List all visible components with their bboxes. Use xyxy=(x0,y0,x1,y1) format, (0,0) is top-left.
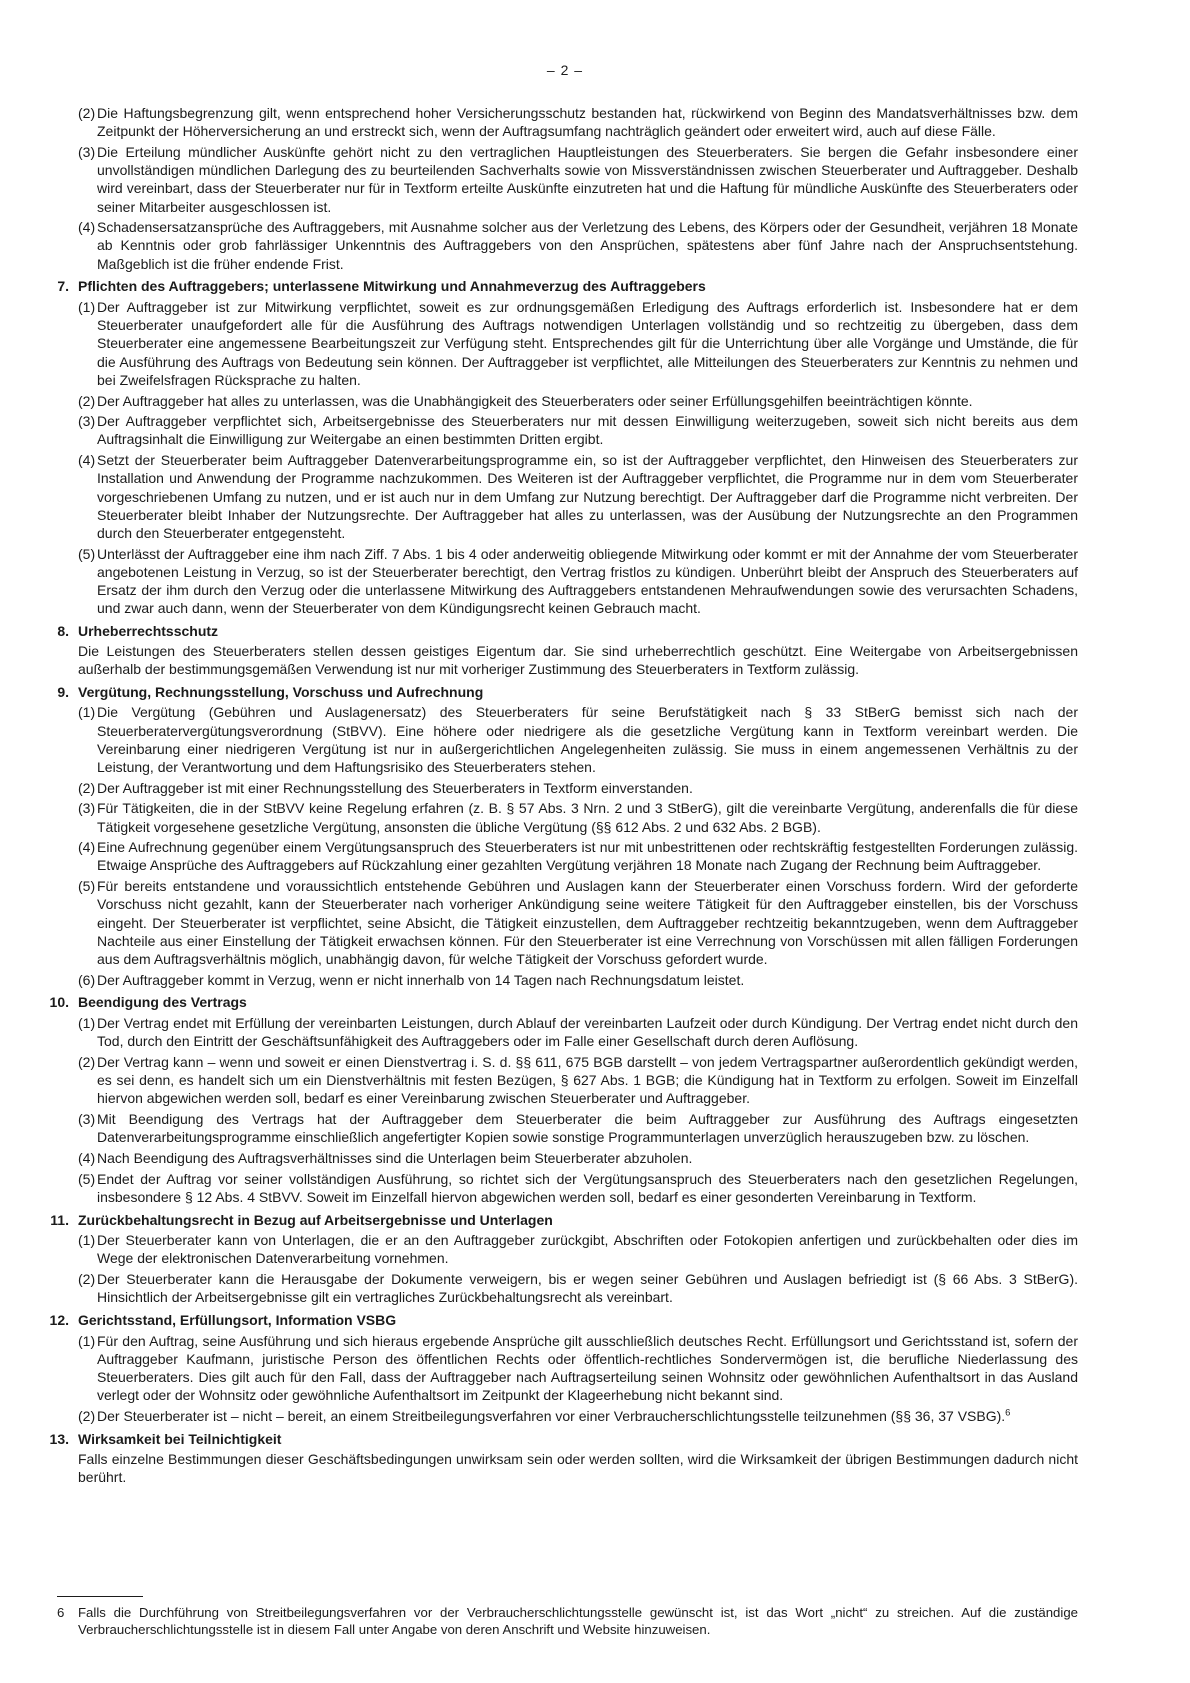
section-number: 13. xyxy=(49,1430,69,1447)
section-body-text: Die Leistungen des Steuerberaters stellen dessen geistiges Eigentum dar. Sie sind urheberrechtlich geschützt. Eine Weitergabe von Arbeitsergebnissen außerhalb der bestimmungsgemäßen Verwendung ist nur mit vorheriger Zustimmung des Steuerberaters in Textform zulässig. xyxy=(78,642,1078,677)
paragraph xyxy=(78,392,1078,410)
footnote xyxy=(57,1604,1078,1639)
paragraph xyxy=(78,1231,1078,1267)
paragraph xyxy=(78,1053,1078,1108)
section-heading xyxy=(57,683,1078,701)
footnote-text: Falls die Durchführung von Streitbeilegungsverfahren vor der Verbraucherschlichtungsstelle gewünscht ist, ist das Wort „nicht“ zu streichen. Auf die zuständige Verbraucherschlichtungsstelle ist in diesem Fall unter Angabe von deren Anschrift und Website hinzuweisen. xyxy=(78,1605,1078,1638)
section-number: 8. xyxy=(57,622,69,639)
paragraph-text: Der Steuerberater kann die Herausgabe der Dokumente verweigern, bis er wegen seiner Gebühren und Auslagen befriedigt ist (§ 66 Abs. 3 StBerG). Hinsichtlich der Arbeitsergebnisse gilt ein vertragliches Zurückbehaltungsrecht als vereinbart. xyxy=(97,1271,1078,1306)
section-7 xyxy=(57,277,1078,617)
paragraph xyxy=(78,1332,1078,1405)
paragraph-text: Die Vergütung (Gebühren und Auslagenersatz) des Steuerberaters für seine Berufstätigkeit nach § 33 StBerG bemisst sich nach der Steuerberatervergütungsverordnung (StBVV). Eine höhere oder niedrigere als die gesetzliche Vergütung kann in Textform vereinbart werden. Die Vereinbarung einer niedrigeren Vergütung ist nur in außergerichtlichen Angelegenheiten zulässig. Sie muss in einem angemessenen Verhältnis zu der Leistung, der Verantwortung und dem Haftungsrisiko des Steuerberaters stehen. xyxy=(97,704,1078,775)
paragraph-marker: (2) xyxy=(78,1271,96,1288)
section-heading xyxy=(50,1211,1078,1229)
section-title: Pflichten des Auftraggebers; unterlassene Mitwirkung und Annahmeverzug des Auftraggebers xyxy=(78,278,706,295)
paragraph-text: Der Vertrag endet mit Erfüllung der vereinbarten Leistungen, durch Ablauf der vereinbarten Laufzeit oder durch Kündigung. Der Vertrag endet nicht durch den Tod, durch den Eintritt der Geschäftsunfähigkeit des Auftraggebers oder im Falle einer Gesellschaft durch deren Auflösung. xyxy=(97,1015,1078,1050)
paragraph-marker: (4) xyxy=(78,219,96,236)
document-body xyxy=(49,104,1078,1486)
section-title: Zurückbehaltungsrecht in Bezug auf Arbeitsergebnisse und Unterlagen xyxy=(78,1211,553,1228)
paragraph-marker: (2) xyxy=(78,1408,96,1425)
paragraph-marker: (3) xyxy=(78,413,96,430)
paragraph xyxy=(78,1149,1078,1167)
paragraph xyxy=(78,451,1078,542)
paragraph-text: Endet der Auftrag vor seiner vollständigen Ausführung, so richtet sich der Vergütungsanspruch des Steuerberaters nach den gesetzlichen Regelungen, insbesondere § 12 Abs. 4 StBVV. Soweit im Einzelfall hiervon abgewichen werden soll, bedarf es einer gesonderten Vereinbarung in Textform. xyxy=(97,1170,1078,1205)
paragraph-text: Nach Beendigung des Auftragsverhältnisses sind die Unterlagen beim Steuerberater abzuholen. xyxy=(97,1149,693,1166)
section-heading xyxy=(57,277,1078,295)
paragraph-text: Der Steuerberater kann von Unterlagen, die er an den Auftraggeber zurückgibt, Abschriften oder Fotokopien anfertigen und zurückbehalten oder dies im Wege der elektronischen Datenverarbeitung vornehmen. xyxy=(97,1232,1078,1267)
paragraph-marker: (2) xyxy=(78,105,96,121)
section-10 xyxy=(49,993,1078,1206)
paragraph-text: Der Auftraggeber ist mit einer Rechnungsstellung des Steuerberaters in Textform einverstanden. xyxy=(97,779,693,796)
paragraph-marker: (2) xyxy=(78,1053,96,1070)
section-9 xyxy=(57,683,1078,989)
paragraph-marker: (2) xyxy=(78,779,96,796)
paragraph-text: Setzt der Steuerberater beim Auftraggeber Datenverarbeitungsprogramme ein, so ist der Auftraggeber verpflichtet, den Hinweisen des Steuerberaters zur Installation und Anwendung der Programme nachzukommen. Des Weiteren ist der Auftraggeber verpflichtet, die Programme nur in dem vom Steuerberater vorgeschriebenen Umfang zu nutzen, und er ist auch nur in dem Umfang zur Nutzung berechtigt. Der Auftraggeber darf die Programme nicht verbreiten. Der Steuerberater bleibt Inhaber der Nutzungsrechte. Der Auftraggeber hat alles zu unterlassen, was der Ausübung der Nutzungsrechte an den Programmen durch den Steuerberater entgegensteht. xyxy=(97,452,1078,541)
paragraph-text: Der Vertrag kann – wenn und soweit er einen Dienstvertrag i. S. d. §§ 611, 675 BGB darstellt – von jedem Vertragspartner außerordentlich gekündigt werden, es sei denn, es handelt sich um ein Dienstverhältnis mit festen Bezügen, § 627 Abs. 1 BGB; die Kündigung hat in Textform zu erfolgen. Soweit im Einzelfall hiervon abgewichen werden soll, bedarf es einer Vereinbarung zwischen Steuerberater und Auftraggeber. xyxy=(97,1053,1078,1107)
paragraph-marker: (6) xyxy=(78,971,96,988)
paragraph xyxy=(78,799,1078,835)
paragraph xyxy=(78,412,1078,448)
paragraph-marker: (4) xyxy=(78,1149,96,1166)
section-title: Wirksamkeit bei Teilnichtigkeit xyxy=(78,1430,282,1447)
section-8 xyxy=(57,622,1078,678)
paragraph xyxy=(78,298,1078,389)
footnote-area xyxy=(57,1596,1078,1639)
paragraph-marker: (2) xyxy=(78,392,96,409)
section-13 xyxy=(49,1430,1078,1486)
section-number: 7. xyxy=(57,278,69,295)
section-11 xyxy=(50,1211,1078,1307)
paragraph xyxy=(78,838,1078,874)
footnote-rule xyxy=(57,1596,143,1597)
paragraph xyxy=(78,1170,1078,1206)
paragraph-marker: (4) xyxy=(78,839,96,856)
section-heading xyxy=(49,1430,1078,1448)
section-number: 11. xyxy=(50,1211,69,1228)
paragraph-marker: (1) xyxy=(78,1015,96,1032)
paragraph xyxy=(78,971,1078,989)
section-number: 12. xyxy=(49,1312,69,1329)
paragraph-marker: (4) xyxy=(78,452,96,469)
paragraph xyxy=(78,143,1078,216)
section-title: Beendigung des Vertrags xyxy=(78,994,247,1011)
paragraph xyxy=(78,1110,1078,1146)
paragraph-text: Der Auftraggeber hat alles zu unterlassen, was die Unabhängigkeit des Steuerberaters oder seiner Erfüllungsgehilfen beeinträchtigen könnte. xyxy=(97,392,973,409)
paragraph xyxy=(78,877,1078,968)
section-heading xyxy=(49,1311,1078,1329)
section-number: 9. xyxy=(57,683,69,700)
section-body-text: Falls einzelne Bestimmungen dieser Geschäftsbedingungen unwirksam sein oder werden sollten, wird die Wirksamkeit der übrigen Bestimmungen dadurch nicht berührt. xyxy=(78,1450,1078,1485)
paragraph xyxy=(78,104,1078,140)
paragraph-marker: (1) xyxy=(78,704,96,721)
section-number: 10. xyxy=(49,994,69,1011)
footnote-marker: 6 xyxy=(57,1605,65,1620)
paragraph-marker: (3) xyxy=(78,800,96,817)
paragraph-marker: (3) xyxy=(78,143,96,160)
section-12 xyxy=(49,1311,1078,1425)
section-title: Gerichtsstand, Erfüllungsort, Information VSBG xyxy=(78,1312,397,1329)
paragraph-text: Mit Beendigung des Vertrags hat der Auftraggeber dem Steuerberater die beim Auftraggeber zur Ausführung des Auftrags eingesetzten Datenverarbeitungsprogramme einschließlich angefertigter Kopien sowie sonstige Programmunterlagen unverzüglich herauszugeben bzw. zu löschen. xyxy=(97,1111,1078,1146)
paragraph-text: Schadensersatzansprüche des Auftraggebers, mit Ausnahme solcher aus der Verletzung des Lebens, des Körpers oder der Gesundheit, verjähren 18 Monate ab Kenntnis oder grob fahrlässiger Unkenntnis des Auftraggebers von den Ansprüchen, spätestens aber fünf Jahre nach der Anspruchsentstehung. Maßgeblich ist die früher endende Frist. xyxy=(97,219,1078,272)
paragraph-text: Der Auftraggeber verpflichtet sich, Arbeitsergebnisse des Steuerberaters nur mit dessen Einwilligung weiterzugeben, soweit sich nicht bereits aus dem Auftragsinhalt die Einwilligung zur Weitergabe an einen bestimmten Dritten ergibt. xyxy=(97,413,1078,448)
paragraph-marker: (5) xyxy=(78,545,96,562)
paragraph-text-content: Der Steuerberater ist – nicht – bereit, an einem Streitbeilegungsverfahren vor einer Verbraucherschlichtungsstelle teilzunehmen (§§ 36, 37 VSBG). xyxy=(97,1408,1006,1425)
paragraph xyxy=(78,218,1078,273)
paragraph-marker: (1) xyxy=(78,299,96,316)
paragraph-text: Für Tätigkeiten, die in der StBVV keine Regelung erfahren (z. B. § 57 Abs. 3 Nrn. 2 und 3 StBerG), gilt die vereinbarte Vergütung, anderenfalls die für diese Tätigkeit vorgesehene gesetzliche Vergütung, ansonsten die übliche Vergütung (§§ 612 Abs. 2 und 632 Abs. 2 BGB). xyxy=(97,800,1078,835)
paragraph-text: Die Haftungsbegrenzung gilt, wenn entsprechend hoher Versicherungsschutz bestanden hat, rückwirkend von Beginn des Mandatsverhältnisses bzw. dem Zeitpunkt der Höherversicherung an und erstreckt sich, wenn der Auftragsumfang nachträglich geändert oder erweitert wird, auch auf diese Fälle. xyxy=(97,105,1078,140)
paragraph-marker: (5) xyxy=(78,878,96,895)
paragraph xyxy=(78,1014,1078,1050)
section-heading xyxy=(57,622,1078,640)
paragraph-text: Der Auftraggeber kommt in Verzug, wenn er nicht innerhalb von 14 Tagen nach Rechnungsdatum leistet. xyxy=(97,971,745,988)
paragraph xyxy=(78,545,1078,618)
paragraph-text: Der Auftraggeber ist zur Mitwirkung verpflichtet, soweit es zur ordnungsgemäßen Erledigung des Auftrags erforderlich ist. Insbesondere hat er dem Steuerberater unaufgefordert alle für die Ausführung des Auftrags notwendigen Unterlagen vollständig und so rechtzeitig zu übergeben, dass dem Steuerberater eine angemessene Bearbeitungszeit zur Verfügung steht. Entsprechendes gilt für die Unterrichtung über alle Vorgänge und Umstände, die für die Ausführung des Auftrags von Bedeutung sein können. Der Auftraggeber ist verpflichtet, alle Mitteilungen des Steuerberaters zur Kenntnis zu nehmen und bei Zweifelsfragen Rücksprache zu halten. xyxy=(97,299,1078,388)
paragraph xyxy=(78,1270,1078,1306)
section-title: Urheberrechtsschutz xyxy=(78,622,219,639)
paragraph-marker: (3) xyxy=(78,1111,96,1128)
paragraph-text: Die Erteilung mündlicher Auskünfte gehört nicht zu den vertraglichen Hauptleistungen des Steuerberaters. Sie bergen die Gefahr insbesondere einer unvollständigen mündlichen Darlegung des zu beurteilenden Sachverhalts sowie von Missverständnissen zwischen Steuerberater und Auftraggeber. Deshalb wird vereinbart, dass der Steuerberater nur für in Textform erteilte Auskünfte einzutreten hat und die Haftung für mündliche Auskünfte des Steuerberaters oder seiner Mitarbeiter ausgeschlossen ist. xyxy=(97,143,1078,215)
page-number: – 2 – xyxy=(546,62,584,78)
paragraph xyxy=(78,1407,1078,1425)
paragraph-text: Eine Aufrechnung gegenüber einem Vergütungsanspruch des Steuerberaters ist nur mit unbestrittenen oder rechtskräftig festgestellten Forderungen zulässig. Etwaige Ansprüche des Auftraggebers auf Rückzahlung einer gezahlten Vergütung verjähren 18 Monate nach Zugang der Rechnung beim Auftraggeber. xyxy=(97,839,1078,874)
paragraph-text xyxy=(97,1407,1078,1425)
section-title: Vergütung, Rechnungsstellung, Vorschuss und Aufrechnung xyxy=(78,683,484,700)
paragraph-marker: (1) xyxy=(78,1332,96,1349)
paragraph-text: Unterlässt der Auftraggeber eine ihm nach Ziff. 7 Abs. 1 bis 4 oder anderweitig obliegende Mitwirkung oder kommt er mit der Annahme der vom Steuerberater angebotenen Leistung in Verzug, so ist der Steuerberater berechtigt, den Vertrag fristlos zu kündigen. Unberührt bleibt der Anspruch des Steuerberaters auf Ersatz der ihm durch den Verzug oder die unterlassene Mitwirkung des Auftraggebers entstandenen Mehraufwendungen sowie des verursachten Schadens, und zwar auch dann, wenn der Steuerberater von dem Kündigungsrecht keinen Gebrauch macht. xyxy=(97,545,1078,617)
paragraph-text: Für den Auftrag, seine Ausführung und sich hieraus ergebende Ansprüche gilt ausschließlich deutsches Recht. Erfüllungsort und Gerichtsstand ist, sofern der Auftraggeber Kaufmann, juristische Person des öffentlichen Rechts oder öffentlich-rechtliches Sondervermögen ist, die berufliche Niederlassung des Steuerberaters. Dies gilt auch für den Fall, dass der Auftraggeber nach Auftragserteilung seinen Wohnsitz oder gewöhnlichen Aufenthaltsort in das Ausland verlegt oder der Wohnsitz oder gewöhnliche Aufenthaltsort im Zeitpunkt der Klageerhebung nicht bekannt sind. xyxy=(97,1332,1078,1404)
paragraph xyxy=(78,779,1078,797)
paragraph-marker: (1) xyxy=(78,1232,96,1249)
paragraph xyxy=(78,703,1078,776)
footnote-reference: 6 xyxy=(1005,1407,1011,1419)
section-heading xyxy=(49,993,1078,1011)
paragraph-text: Für bereits entstandene und voraussichtlich entstehende Gebühren und Auslagen kann der Steuerberater einen Vorschuss fordern. Wird der geforderte Vorschuss nicht gezahlt, kann der Steuerberater nach vorheriger Ankündigung seine weitere Tätigkeit für den Auftraggeber einstellen, bis der Vorschuss eingeht. Der Steuerberater ist verpflichtet, seine Absicht, die Tätigkeit einzustellen, dem Auftraggeber rechtzeitig bekanntzugeben, wenn dem Auftraggeber Nachteile aus einer Einstellung der Tätigkeit erwachsen können. Für den Steuerberater ist eine Verrechnung von Vorschüssen mit allen fälligen Forderungen aus dem Auftragsverhältnis möglich, unabhängig davon, für welche Tätigkeit der Vorschuss gefordert wurde. xyxy=(97,878,1078,967)
paragraph-marker: (5) xyxy=(78,1170,96,1187)
